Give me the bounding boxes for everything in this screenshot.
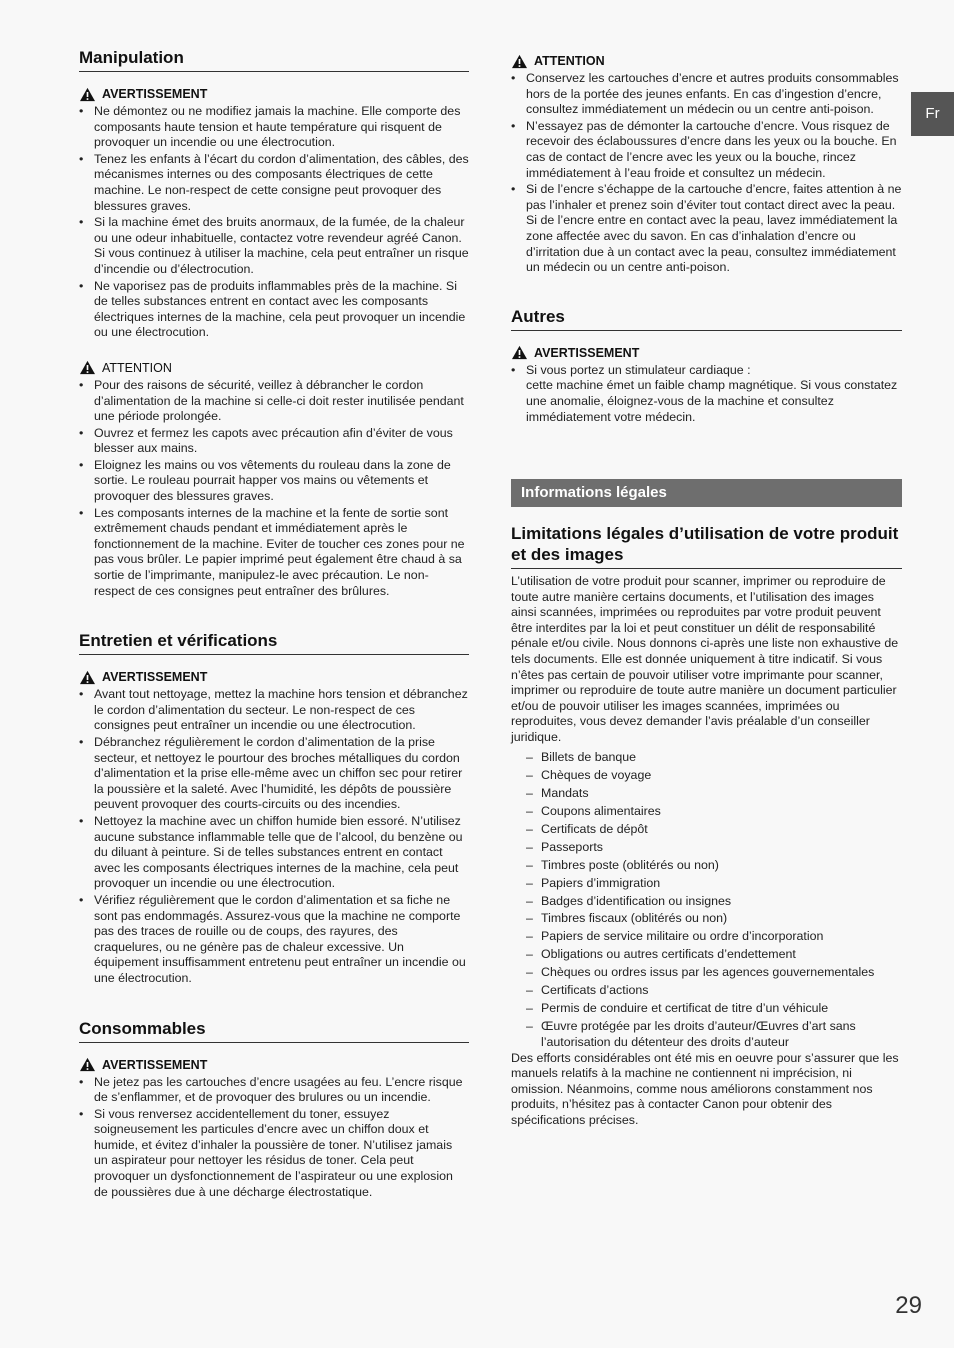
list-item: • Pour des raisons de sécurité, veillez à débrancher le cordon d’alimentation de la machine si celle-ci doit rester inutilisée pendant une période prolongée. (79, 378, 469, 425)
warning-list (79, 104, 469, 341)
warning-list (79, 1075, 469, 1201)
warning-triangle-icon (79, 87, 96, 102)
list-item: – Certificats d’actions (511, 983, 902, 999)
right-column (511, 48, 902, 1129)
legal-closing: Des efforts considérables ont été mis en oeuvre pour s’assurer que les manuels relatifs à la machine ne contiennent ni imprécision, ni omission. Néanmoins, comme nous améliorons constamment nos produits, n’hésitez pas à contacter Canon pour obtenir des spécifications précises. (511, 1050, 899, 1127)
warning-label: AVERTISSEMENT (102, 87, 208, 101)
warning-triangle-icon (79, 360, 96, 375)
list-item: • Les composants internes de la machine et la fente de sortie sont extrêmement chauds pendant et immédiatement après le fonctionnement de la machine. Eviter de toucher ces zones pour ne pas vous brûler. Le papier imprimé peut également être chaud à sa sortie de l’imprimante, manipulez-le avec précaution. Le non-respect de ces consignes peut entraîner des brûlures. (79, 506, 469, 600)
caution-label: ATTENTION (102, 360, 172, 375)
list-item: – Papiers d’immigration (511, 876, 902, 892)
warning-triangle-icon (79, 1057, 96, 1072)
caution-list (511, 71, 902, 276)
section-attention-consommables (511, 53, 902, 276)
list-item: – Coupons alimentaires (511, 804, 902, 820)
list-item: – Timbres fiscaux (oblitérés ou non) (511, 911, 902, 927)
list-item: – Passeports (511, 840, 902, 856)
warning-triangle-icon (511, 345, 528, 360)
list-item-line: cette machine émet un faible champ magnétique. Si vous constatez une anomalie, éloignez-vous de la machine et consultez immédiatement votre médecin. (526, 378, 898, 424)
section-autres (511, 307, 902, 425)
list-item: – Certificats de dépôt (511, 822, 902, 838)
section-entretien (79, 631, 469, 986)
section-title: Manipulation (79, 48, 469, 72)
section-consommables (79, 1019, 469, 1201)
warning-label: AVERTISSEMENT (102, 670, 208, 685)
warning-heading (79, 1057, 469, 1073)
list-item: – Chèques ou ordres issus par les agences gouvernementales (511, 965, 902, 981)
warning-heading (79, 669, 469, 685)
caution-label: ATTENTION (534, 54, 605, 68)
list-item: – Permis de conduire et certificat de titre d’un véhicule (511, 1001, 902, 1017)
legal-section-bar: Informations légales (511, 479, 902, 507)
list-item: • N’essayez pas de démonter la cartouche d’encre. Vous risquez de recevoir des éclaboussures d’encre dans les yeux ou la bouche. En cas de contact de l’encre avec les yeux ou la bouche, rincez immédiatement à l’eau froide et consultez un médecin. (511, 119, 902, 181)
list-item: • Si de l’encre s’échappe de la cartouche d’encre, faites attention à ne pas l’inhaler et prenez soin d’éviter tout contact direct avec la peau. Si de l’encre entre en contact avec la peau, lavez immédiatement la zone affectée avec du savon. En cas d’inhalation d’encre ou d’irritation due à un contact avec la peau, consultez immédiatement un médecin ou un centre anti-poison. (511, 182, 902, 276)
list-item-line: Si vous portez un stimulateur cardiaque : (526, 362, 751, 377)
list-item: • Ouvrez et fermez les capots avec précaution afin d’éviter de vous blesser aux mains. (79, 426, 469, 457)
list-item: • Nettoyez la machine avec un chiffon humide bien essoré. N’utilisez aucune substance inflammable telle que de l’alcool, du benzène ou du diluant à peinture. Si de telles substances entrent en contact avec les composants électriques internes de la machine, cela peut provoquer un incendie ou une électrocution. (79, 814, 469, 892)
list-item: • Si la machine émet des bruits anormaux, de la fumée, de la chaleur ou une odeur inhabituelle, contactez votre revendeur agréé Canon. Si vous continuez à utiliser la machine, cela peut entraîner un risque d’incendie ou d’électrocution. (79, 215, 469, 277)
warning-triangle-icon (79, 670, 96, 685)
list-item: – Mandats (511, 786, 902, 802)
list-item: – Billets de banque (511, 750, 902, 766)
warning-list (79, 687, 469, 986)
list-item: • Eloignez les mains ou vos vêtements du rouleau dans la zone de sortie. Le rouleau pourrait happer vos mains ou vêtements et provoquer des blessures graves. (79, 458, 469, 505)
left-column (79, 48, 469, 1201)
restricted-documents-list (511, 750, 902, 1051)
list-item: • Ne jetez pas les cartouches d’encre usagées au feu. L’encre risque de s’enflammer, et de provoquer des brulures ou un incendie. (79, 1075, 469, 1106)
section-title: Autres (511, 307, 902, 331)
list-item: – Œuvre protégée par les droits d’auteur/Œuvres d’art sans l’autorisation du détenteur des droits d’auteur (511, 1019, 902, 1050)
list-item: • Conservez les cartouches d’encre et autres produits consommables hors de la portée des jeunes enfants. En cas d’ingestion d’encre, consultez immédiatement un médecin ou un centre anti-poison. (511, 71, 902, 118)
warning-triangle-icon (511, 54, 528, 69)
warning-label: AVERTISSEMENT (534, 345, 640, 360)
warning-heading (79, 86, 469, 102)
legal-intro: L’utilisation de votre produit pour scanner, imprimer ou reproduire de toute autre manière certains documents, et l’utilisation des images ainsi scannées, imprimées ou reproduites par votre produit peuvent être interdites par la loi et peut constituer un délit de responsabilité pénale et/ou civile. Nous donnons ci-après une liste non exhaustive de tels documents. Elle est donnée uniquement à titre indicatif. Si vous n’êtes pas certain de pouvoir utiliser votre imprimante pour scanner, imprimer ou reproduire de toute autre manière un document particulier et/ou de pouvoir utiliser les images scannées, imprimées ou reproduites, vous devez demander l’avis préalable d’un conseiller juridique. (511, 574, 899, 745)
caution-list (79, 378, 469, 599)
warning-label: AVERTISSEMENT (102, 1057, 208, 1072)
list-item: • Tenez les enfants à l’écart du cordon d’alimentation, des câbles, des mécanismes internes ou des composants électriques de cette machine. Le non-respect de cette consigne peut provoquer des blessures graves. (79, 152, 469, 214)
legal-title: Limitations légales d’utilisation de votre produit et des images (511, 523, 902, 569)
list-item: – Obligations ou autres certificats d’endettement (511, 947, 902, 963)
section-manipulation (79, 48, 469, 599)
warning-list (511, 363, 902, 425)
list-item: • Vérifiez régulièrement que le cordon d’alimentation et sa fiche ne sont pas endommagés. Assurez-vous que la machine ne comporte pas des traces de rouille ou de coups, des rayures, des craquelures, ou ne génère pas de chaleur excessive. Un équipement insuffisamment entretenu peut entraîner un incendie ou une électrocution. (79, 893, 469, 987)
page-number: 29 (895, 1292, 922, 1319)
list-item: – Papiers de service militaire ou ordre d’incorporation (511, 929, 902, 945)
section-title: Entretien et vérifications (79, 631, 469, 655)
caution-heading (511, 53, 902, 69)
section-title: Consommables (79, 1019, 469, 1043)
list-item: • Ne démontez ou ne modifiez jamais la machine. Elle comporte des composants haute tension et haute température qui risquent de provoquer un incendie ou une électrocution. (79, 104, 469, 151)
list-item (511, 363, 902, 425)
list-item: – Chèques de voyage (511, 768, 902, 784)
list-item: • Ne vaporisez pas de produits inflammables près de la machine. Si de telles substances entrent en contact avec les composants électriques internes de la machine, cela peut provoquer un incendie ou une électrocution. (79, 279, 469, 341)
warning-heading (511, 345, 902, 361)
list-item: • Débranchez régulièrement le cordon d’alimentation de la prise secteur, et nettoyez le pourtour des broches métalliques du cordon d’alimentation et la prise elle-même avec un chiffon sec pour retirer la poussière et la saleté. Avec l’humidité, les dépôts de poussière peuvent provoquer des courts-circuits ou des incendies. (79, 735, 469, 813)
caution-heading (79, 360, 469, 376)
list-item: – Timbres poste (oblitérés ou non) (511, 858, 902, 874)
list-item: • Avant tout nettoyage, mettez la machine hors tension et débranchez le cordon d’alimentation du secteur. Le non-respect de ces consignes peut entraîner un incendie ou une électrocution. (79, 687, 469, 734)
list-item: • Si vous renversez accidentellement du toner, essuyez soigneusement les particules d’encre avec un chiffon doux et humide, et évitez d’inhaler la poussière de toner. N’utilisez jamais un aspirateur pour nettoyer les résidus de toner. Cela peut provoquer un dysfonctionnement de l’aspirateur ou une explosion de poussières due à une décharge électrostatique. (79, 1107, 469, 1201)
language-tab: Fr (911, 92, 954, 136)
list-item: – Badges d’identification ou insignes (511, 894, 902, 910)
